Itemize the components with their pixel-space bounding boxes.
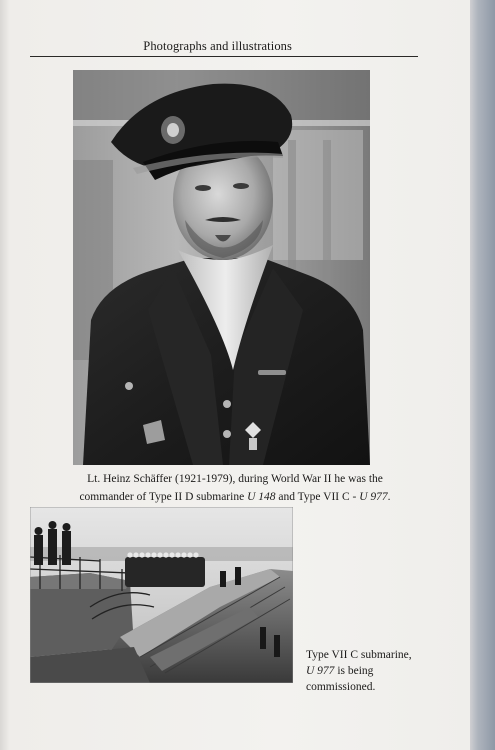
submarine-photograph: [30, 507, 293, 683]
boat-name-u977: U 977: [306, 665, 335, 677]
submarine-caption-line-1: Type VII C submarine,: [306, 649, 412, 661]
portrait-caption: [40, 470, 430, 506]
caption-text: commander of Type II D submarine: [79, 491, 248, 503]
submarine-caption-line-3: commissioned.: [306, 681, 376, 693]
boat-name-u148: U 148: [247, 491, 276, 503]
boat-name-u977: U 977: [359, 491, 388, 503]
portrait-photograph: [73, 70, 370, 465]
caption-text: is being: [334, 665, 374, 677]
page-gutter: [470, 0, 495, 750]
caption-text: and Type VII C -: [275, 491, 360, 503]
running-head-title: Photographs and illustrations: [143, 39, 292, 53]
caption-text: .: [387, 491, 391, 503]
running-head: [30, 38, 418, 57]
submarine-caption: [306, 647, 456, 695]
submarine-caption-line-2: [306, 663, 456, 679]
portrait-caption-line-2: [40, 488, 430, 506]
portrait-caption-line-1: Lt. Heinz Schäffer (1921-1979), during World War II he was the: [87, 473, 383, 485]
